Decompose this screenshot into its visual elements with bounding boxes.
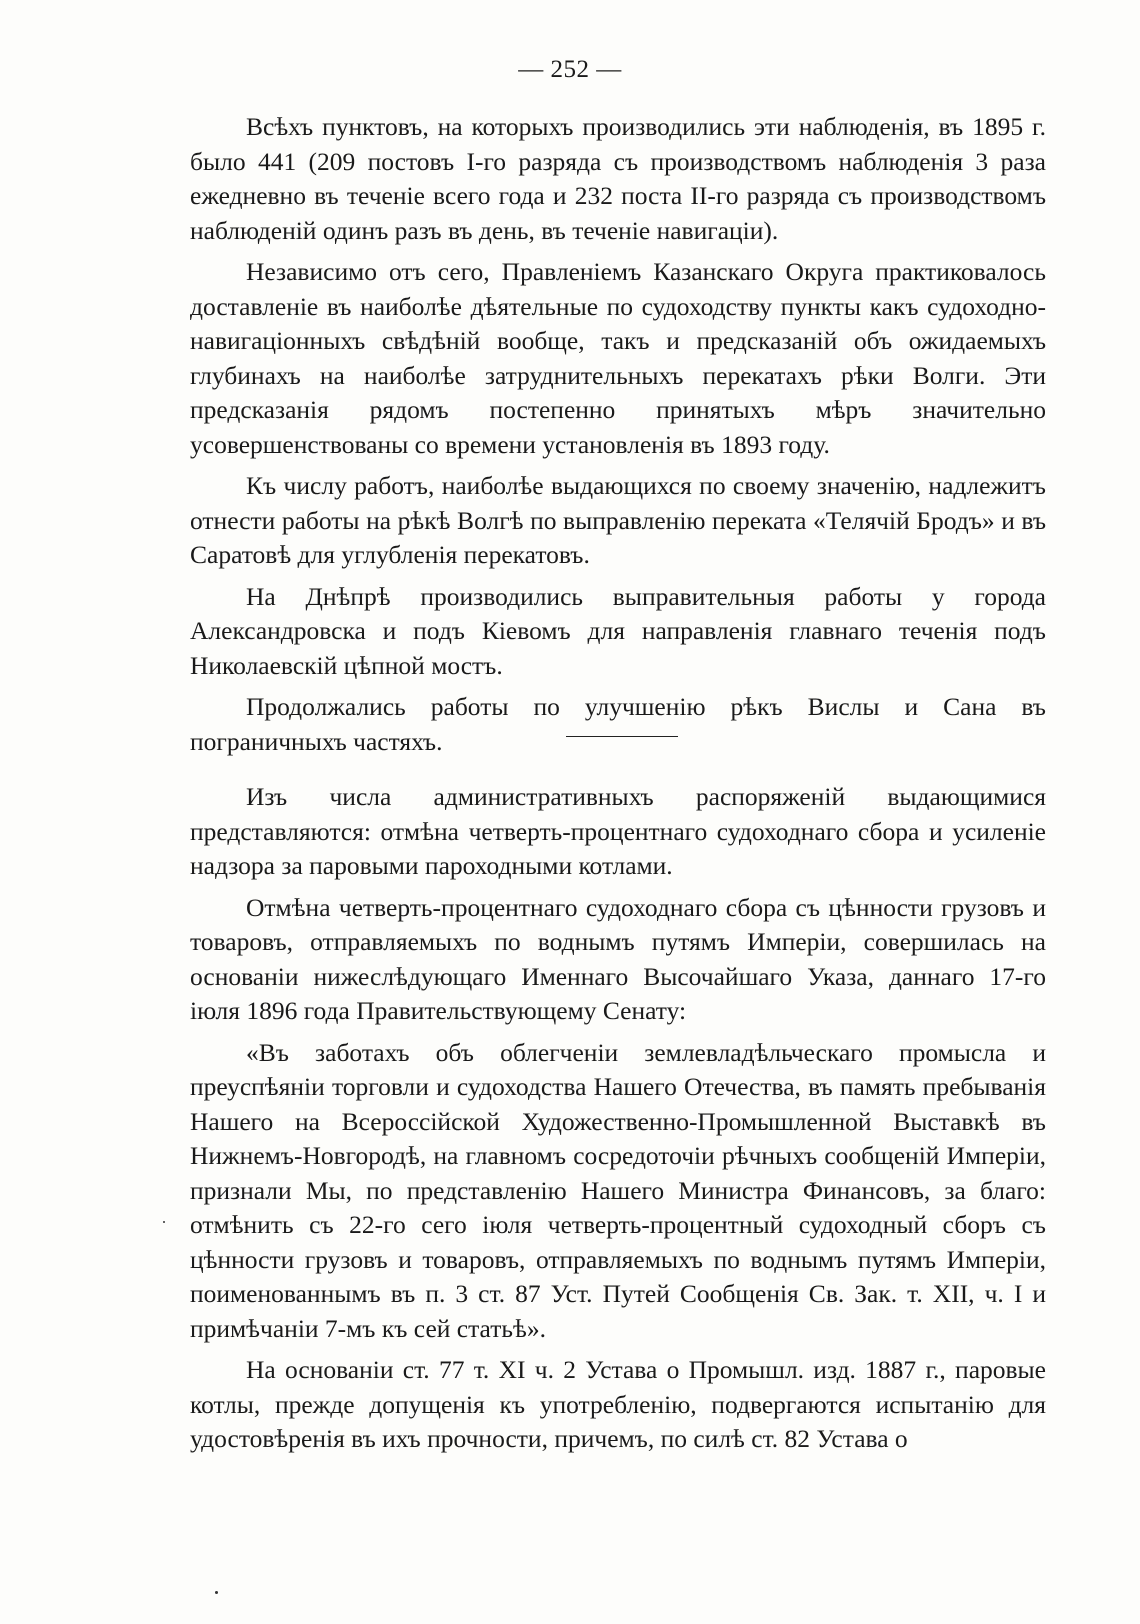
paragraph-administrative-orders: Изъ числа административныхъ распоряженій выдающимися представляются: отмѣна четверть-процентнаго судоходнаго сбора и усиленіе надзора за паровыми пароходными котлами.	[190, 782, 1046, 880]
section-observations-and-works	[190, 110, 1046, 766]
section-administrative-orders	[190, 780, 1046, 1464]
paragraph-imperial-decree: «Въ заботахъ объ облегченіи землевладѣльческаго промысла и преуспѣяніи торговли и судоходства Нашего Отечества, въ память пребыванія Нашего на Всероссійской Художественно-Промышленной Выставкѣ въ Нижнемъ-Новгородѣ, на главномъ сосредоточіи рѣчныхъ сообщеній Имперіи, признали Мы, по представленію Нашего Министра Финансовъ, за благо: отмѣнить съ 22-го сего іюля четверть-процентный судоходный сборъ съ цѣнности грузовъ и товаровъ, отправляемыхъ по воднымъ путямъ Имперіи, поименованнымъ въ п. 3 ст. 87 Уст. Путей Сообщенія Св. Зак. т. XII, ч. I и примѣчаніи 7-мъ къ сей статьѣ».	[190, 1037, 1046, 1343]
paragraph-fee-abolition: Отмѣна четверть-процентнаго судоходнаго сбора съ цѣнности грузовъ и товаровъ, отправляемыхъ по воднымъ путямъ Имперіи, совершилась на основаніи нижеслѣдующаго Именнаго Высочайшаго Указа, даннаго 17-го іюля 1896 года Правительствующему Сенату:	[190, 892, 1046, 1025]
scan-speck	[215, 1591, 218, 1594]
paragraph-observation-points: Всѣхъ пунктовъ, на которыхъ производились эти наблюденія, въ 1895 г. было 441 (209 постовъ I-го разряда съ производствомъ наблюденія 3 раза ежедневно въ теченіе всего года и 232 поста II-го разряда съ производствомъ наблюденій одинъ разъ въ день, въ теченіе навигаціи).	[190, 112, 1046, 245]
paragraph-volga-works: Къ числу работъ, наиболѣе выдающихся по своему значенію, надлежитъ отнести работы на рѣкѣ Волгѣ по выправленію переката «Телячій Бродъ» и въ Саратовѣ для углубленія перекатовъ.	[190, 471, 1046, 569]
page-number: — 252 —	[518, 56, 622, 83]
scan-speck	[163, 1221, 165, 1223]
paragraph-vistula-san-works: Продолжались работы по улучшенію рѣкъ Вислы и Сана въ пограничныхъ частяхъ.	[190, 692, 1046, 756]
paragraph-kazan-district-forecasts: Независимо отъ сего, Правленіемъ Казанскаго Округа практиковалось доставленіе въ наиболѣе дѣятельные по судоходству пункты какъ судоходно-навигаціонныхъ свѣдѣній вообще, такъ и предсказаній объ ожидаемыхъ глубинахъ на наиболѣе затруднительныхъ перекатахъ рѣки Волги. Эти предсказанія рядомъ постепенно принятыхъ мѣръ значительно усовершенствованы со времени установленія въ 1893 году.	[190, 257, 1046, 459]
paragraph-dnieper-works: На Днѣпрѣ производились выправительныя работы у города Александровска и подъ Кіевомъ для направленія главнаго теченія подъ Николаевскій цѣпной мостъ.	[190, 581, 1046, 680]
paragraph-boiler-inspection: На основаніи ст. 77 т. XI ч. 2 Устава о Промышл. изд. 1887 г., паровые котлы, прежде допущенія къ употребленію, подвергаются испытанію для удостовѣренія въ ихъ прочности, причемъ, по силѣ ст. 82 Устава о	[190, 1355, 1046, 1453]
section-divider	[566, 736, 678, 737]
